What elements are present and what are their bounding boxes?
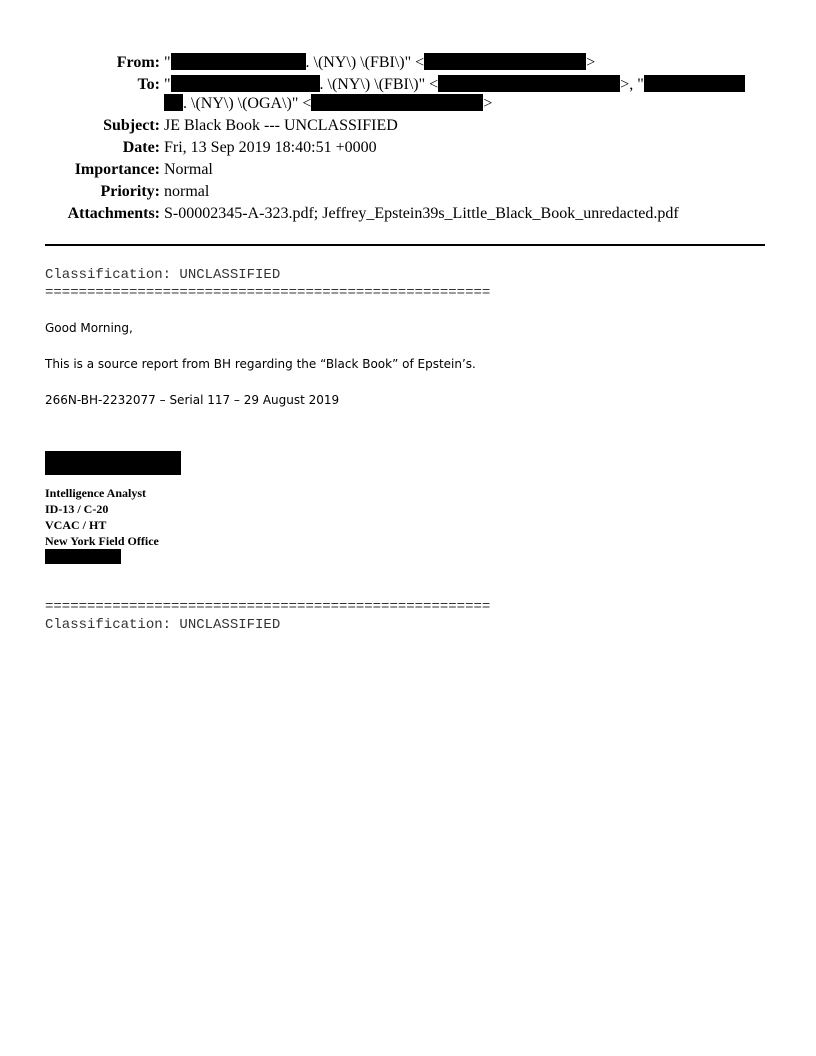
subject-label: Subject: xyxy=(103,117,160,134)
attachments-value: S-00002345-A-323.pdf; Jeffrey_Epstein39s_Little_Black_Book_unredacted.pdf xyxy=(164,205,679,222)
priority-value: normal xyxy=(164,183,210,200)
to-value: " . \(NY\) \(FBI\)" < >, " xyxy=(164,75,745,95)
priority-label: Priority: xyxy=(100,183,160,200)
attachments-label: Attachments: xyxy=(67,205,160,222)
attachments-row xyxy=(0,204,816,224)
signature-office: New York Field Office xyxy=(45,534,159,548)
redaction-block xyxy=(424,53,586,70)
to-row xyxy=(0,75,816,95)
redaction-block xyxy=(171,53,306,70)
signature-grade: ID-13 / C-20 xyxy=(45,502,109,516)
redaction-block xyxy=(438,75,620,92)
classification-bottom: Classification: UNCLASSIFIED xyxy=(45,617,281,633)
from-label: From: xyxy=(116,54,160,71)
subject-value: JE Black Book --- UNCLASSIFIED xyxy=(164,117,398,134)
priority-row xyxy=(0,182,816,202)
header-divider xyxy=(45,244,765,246)
date-value: Fri, 13 Sep 2019 18:40:51 +0000 xyxy=(164,139,377,156)
redaction-block xyxy=(171,75,320,92)
from-row xyxy=(0,53,816,73)
importance-row xyxy=(0,160,816,180)
to-value-continued: . \(NY\) \(OGA\)" < > xyxy=(164,94,492,114)
separator-bottom: ===================================================== xyxy=(45,599,491,615)
signature-title: Intelligence Analyst xyxy=(45,486,146,500)
signature-unit: VCAC / HT xyxy=(45,518,107,532)
from-value: " . \(NY\) \(FBI\)" < > xyxy=(164,54,596,71)
subject-row xyxy=(0,116,816,136)
signature-contact-redaction xyxy=(45,549,121,564)
redaction-block xyxy=(311,94,483,111)
redaction-block xyxy=(644,75,745,92)
importance-label: Importance: xyxy=(74,161,160,178)
date-row xyxy=(0,138,816,158)
classification-top: Classification: UNCLASSIFIED xyxy=(45,267,281,283)
greeting: Good Morning, xyxy=(45,321,133,335)
signature-name-redaction xyxy=(45,451,181,475)
separator-top: ===================================================== xyxy=(45,285,491,301)
body-line-1: This is a source report from BH regarding the “Black Book” of Epstein’s. xyxy=(45,357,476,371)
redaction-block xyxy=(164,94,183,111)
date-label: Date: xyxy=(122,139,160,156)
to-row-continued xyxy=(0,94,816,114)
to-label: To: xyxy=(137,76,160,93)
body-line-2: 266N-BH-2232077 – Serial 117 – 29 August 2019 xyxy=(45,393,340,407)
importance-value: Normal xyxy=(164,161,213,178)
